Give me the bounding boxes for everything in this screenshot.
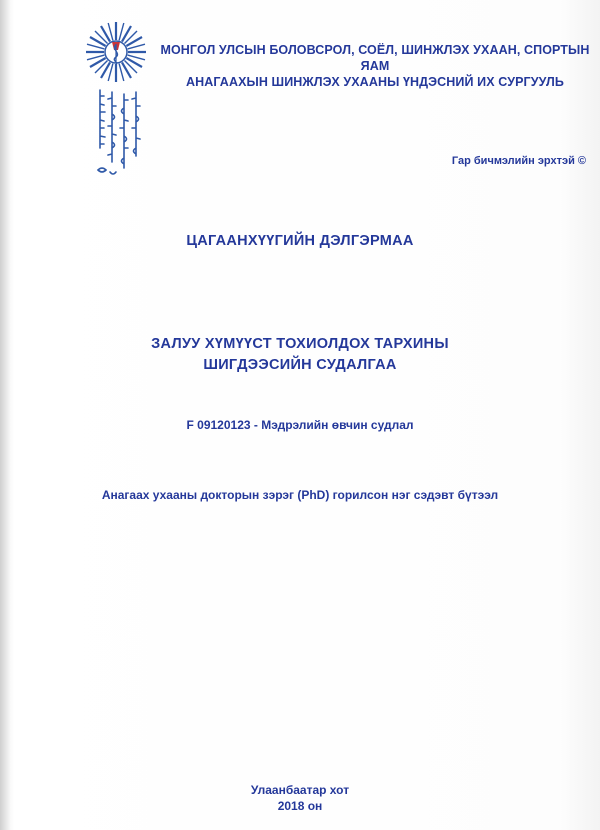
thesis-title-line-1: ЗАЛУУ ХҮМҮҮСТ ТОХИОЛДОХ ТАРХИНЫ xyxy=(151,336,449,352)
institution-header xyxy=(160,42,590,90)
author-name: ЦАГААНХҮҮГИЙН ДЭЛГЭРМАА xyxy=(186,233,414,249)
university-emblem-icon xyxy=(84,20,148,84)
page-binding-edge xyxy=(0,0,10,830)
thesis-title-line-2: ШИГДЭЭСИЙН СУДАЛГАА xyxy=(203,357,397,373)
university-name: АНАГААХЫН ШИНЖЛЭХ УХААНЫ ҮНДЭСНИЙ ИХ СУРГУУЛЬ xyxy=(186,75,564,89)
ministry-name: МОНГОЛ УЛСЫН БОЛОВСРОЛ, СОЁЛ, ШИНЖЛЭХ УХААН, СПОРТЫН ЯАМ xyxy=(160,43,590,73)
copyright-note: Гар бичмэлийн эрхтэй © xyxy=(451,155,586,167)
place: Улаанбаатар хот xyxy=(250,783,350,797)
degree-statement: Анагаах ухааны докторын зэрэг (PhD) горилсон нэг сэдэвт бүтээл xyxy=(101,488,499,502)
thesis-title xyxy=(0,334,600,376)
mongolian-script-emblem xyxy=(92,88,144,180)
place-and-year xyxy=(0,782,600,814)
specialty-code: F 09120123 - Мэдрэлийн өвчин судлал xyxy=(186,418,414,432)
year: 2018 он xyxy=(277,799,323,813)
